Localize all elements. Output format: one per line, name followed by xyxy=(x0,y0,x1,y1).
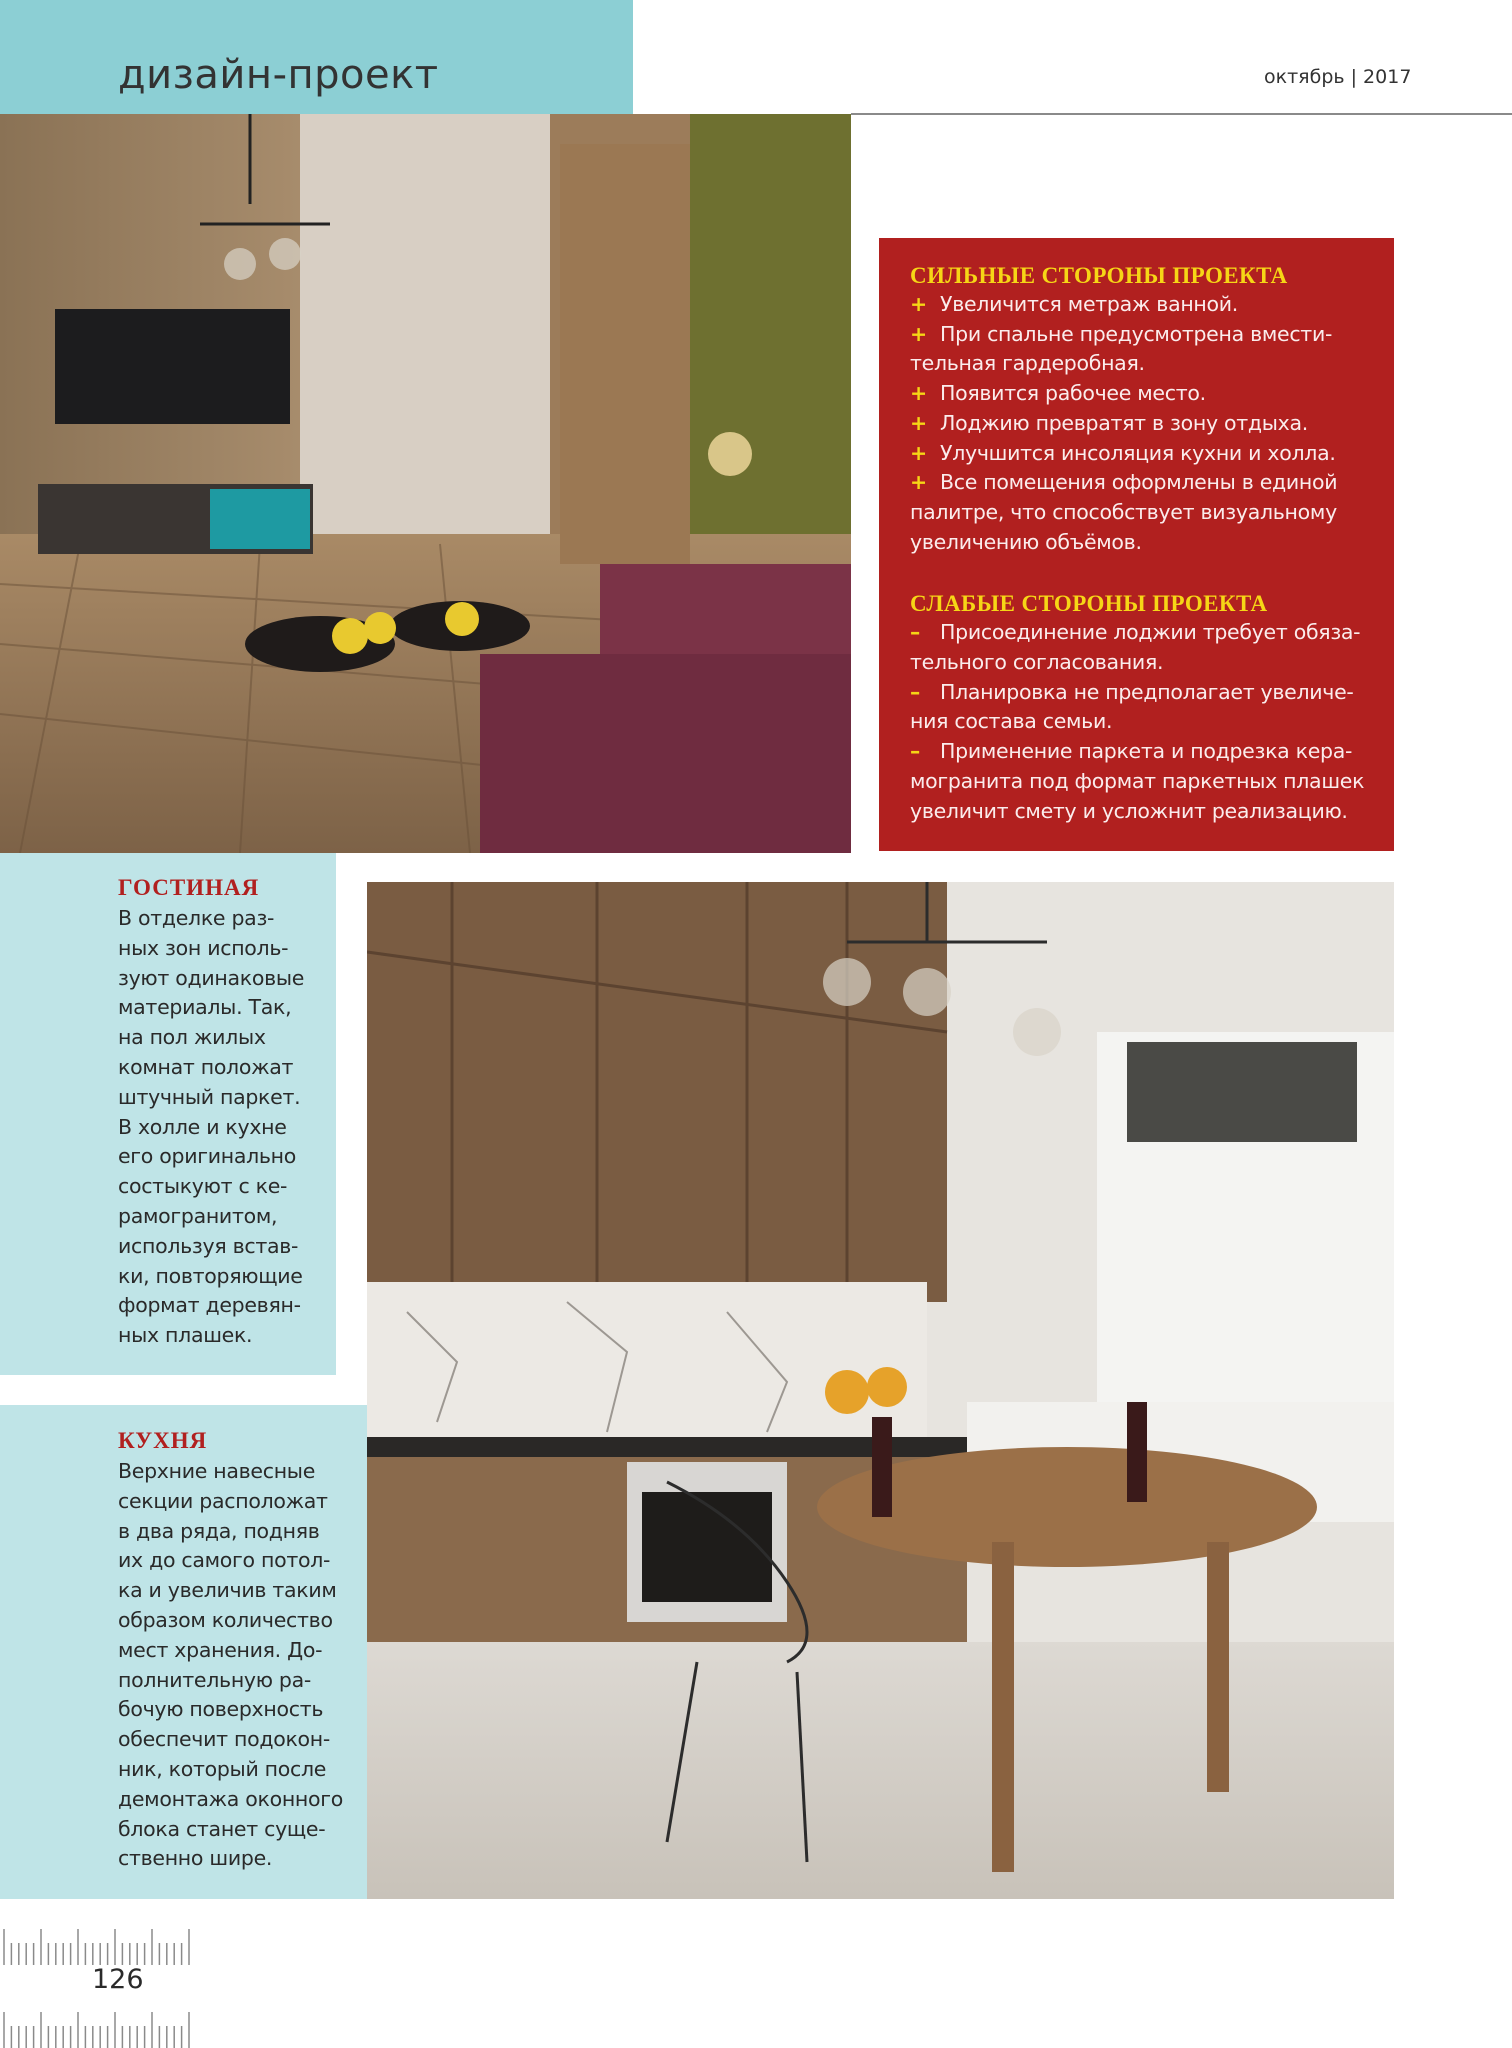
kitchen-heading: КУХНЯ xyxy=(118,1428,208,1453)
kitchen-photo xyxy=(367,882,1394,1899)
list-item: + Улучшится инсоляция кухни и холла. xyxy=(910,439,1372,469)
ruler-top xyxy=(0,1925,195,1965)
weaknesses-heading: СЛАБЫЕ СТОРОНЫ ПРОЕКТА xyxy=(910,591,1268,617)
living-room-caption xyxy=(118,872,358,1351)
header-rule xyxy=(851,113,1512,115)
list-item: + Лоджию превратят в зону отдыха. xyxy=(910,409,1372,439)
minus-marker: – xyxy=(910,679,920,704)
kitchen-caption xyxy=(118,1425,363,1874)
ruler-bottom xyxy=(0,2008,195,2048)
strengths-heading: СИЛЬНЫЕ СТОРОНЫ ПРОЕКТА xyxy=(910,263,1288,288)
list-item: + Появится рабочее место. xyxy=(910,379,1372,409)
list-item: + При спальне предусмотрена вмести-тельная гардеробная. xyxy=(910,321,1333,376)
list-item: + Увеличится метраж ванной. xyxy=(910,290,1372,320)
strengths-list xyxy=(910,290,1372,557)
kitchen-text: Верхние навесные секции расположат в два ряда, подняв их до самого потол- ка и увеличив таким образом количество мест хранения. До- полнительную ра- бочую поверхность обеспечит подокон- ник, который после демонтажа оконного блока станет суще- ственно шире. xyxy=(118,1459,343,1871)
issue-date: октябрь | 2017 xyxy=(1264,66,1412,88)
plus-marker: + xyxy=(910,410,927,435)
plus-marker: + xyxy=(910,321,927,346)
kitchen-illustration xyxy=(367,882,1394,1899)
plus-marker: + xyxy=(910,381,927,406)
plus-marker: + xyxy=(910,470,927,495)
page-number: 126 xyxy=(92,1964,144,1995)
minus-marker: – xyxy=(910,620,920,645)
list-item: + Все помещения оформлены в единой палитре, что способствует визуальному увеличению объёмов. xyxy=(910,470,1338,554)
pros-cons-box xyxy=(879,238,1394,851)
list-item: – Присоединение лоджии требует обяза-тельного согласования. xyxy=(910,620,1361,675)
list-item: – Применение паркета и подрезка кера-могранита под формат паркетных плашек увеличит смету и усложнит реализацию. xyxy=(910,739,1365,823)
minus-marker: – xyxy=(910,739,920,764)
living-room-heading: ГОСТИНАЯ xyxy=(118,875,260,900)
plus-marker: + xyxy=(910,440,927,465)
section-title: дизайн-проект xyxy=(118,52,439,98)
living-room-text: В отделке раз- ных зон исполь- зуют одинаковые материалы. Так, на пол жилых комнат положат штучный паркет. В холле и кухне его оригинально состыкуют с ке- рамогранитом, используя встав- ки, повторяющие формат деревян- ных плашек. xyxy=(118,906,305,1348)
list-item: – Планировка не предполагает увеличе-ния состава семьи. xyxy=(910,679,1354,734)
living-room-illustration xyxy=(0,114,851,853)
plus-marker: + xyxy=(910,292,927,316)
weaknesses-list xyxy=(910,618,1372,826)
living-room-photo xyxy=(0,114,851,853)
